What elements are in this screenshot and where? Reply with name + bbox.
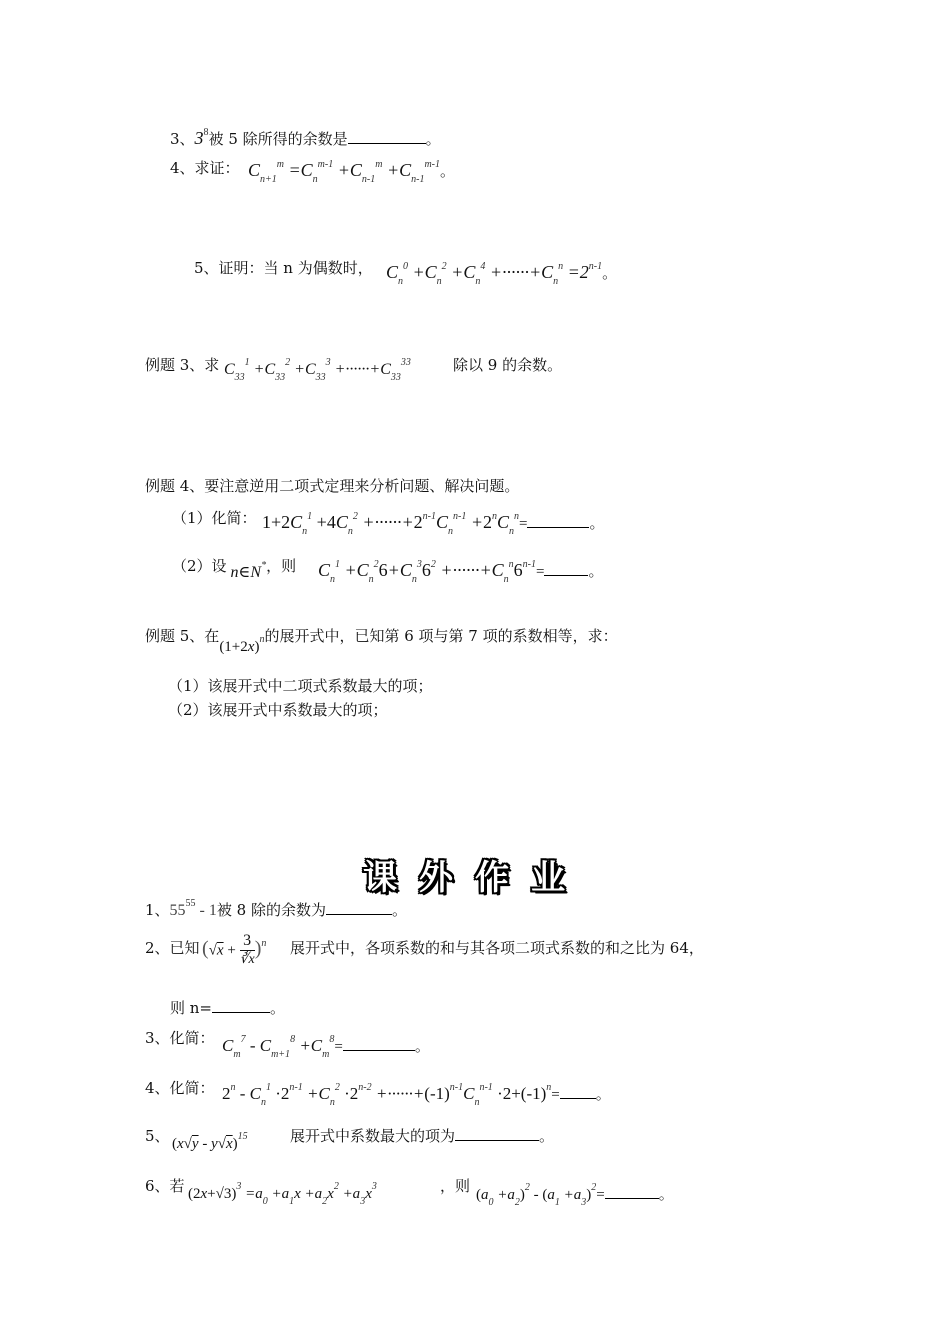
hw2-end: 。 bbox=[270, 999, 286, 1017]
ex4-part2: （2）设 n∈N*，则 bbox=[172, 557, 297, 581]
hw-question-1: 1、$55^{55} - 1$被 8 除的余数为 。 bbox=[145, 898, 407, 919]
ex4-p1-blank bbox=[527, 513, 589, 528]
hw5-blank bbox=[455, 1126, 539, 1141]
hw5-number: 5、 bbox=[145, 1127, 170, 1145]
example-4 bbox=[145, 476, 519, 496]
ex4-part1 bbox=[172, 508, 257, 528]
hw4-blank bbox=[560, 1084, 596, 1099]
q3-exponent: 8 bbox=[203, 127, 209, 138]
hw3-formula: $C_m^7 - C_{m+1}^8 +C_m^8=$ 。 bbox=[222, 1034, 430, 1060]
hw-question-2 bbox=[145, 938, 200, 958]
q3-blank bbox=[348, 129, 426, 144]
hw2-formula: (√x + $\frac{3}{∛x}$ )$^n$ bbox=[202, 932, 267, 967]
ex4-p2-label: （2）设 bbox=[172, 557, 227, 575]
hw5-text: 展开式中系数最大的项为 bbox=[290, 1127, 456, 1145]
ex4-p1-formula: $1+2C_n^1 +4C_n^2 +\cdot\cdot\cdot\cdot\cdot\cdot+2^{n-1}C_n^{n-1} +2^nC_n^n=$ 。 bbox=[262, 511, 605, 537]
q3-end: 。 bbox=[425, 130, 441, 148]
hw6-label: 6、若 bbox=[145, 1177, 185, 1195]
hw5-formula: (x√y - y√x)$^{15}$ bbox=[172, 1131, 248, 1152]
hw1-text: 被 8 除的余数为 bbox=[216, 901, 326, 919]
hw5-tail bbox=[290, 1126, 554, 1146]
question-3 bbox=[170, 128, 441, 152]
hw6-equation: $(2x+√3)^3 =a_0 +a_1x +a_2x^2 +a_3x^3$ bbox=[188, 1181, 377, 1207]
question-4 bbox=[170, 158, 240, 178]
hw6-end: 。 bbox=[658, 1185, 674, 1203]
q5-text: 5、证明：当 n 为偶数时， bbox=[194, 259, 373, 277]
ex4-p1-end: 。 bbox=[589, 514, 605, 532]
ex4-p2-then: ，则 bbox=[266, 557, 297, 575]
hw2-line2 bbox=[170, 998, 285, 1018]
hw3-label: 3、化简： bbox=[145, 1029, 215, 1047]
ex3-formula: $C_{33}^1 +C_{33}^2 +C_{33}^3 +\cdot\cdot\cdot\cdot\cdot\cdot+C_{33}^{33}$ bbox=[224, 357, 411, 383]
q4-end: 。 bbox=[440, 162, 456, 180]
ex4-p2-blank bbox=[544, 561, 588, 576]
example-5: 例题 5、在$(1+2x)^n$的展开式中，已知第 6 项与第 7 项的系数相等，求： bbox=[145, 627, 618, 655]
hw-question-3 bbox=[145, 1028, 215, 1048]
ex5-label: 例题 5、在 bbox=[145, 627, 220, 645]
example-3 bbox=[145, 355, 219, 375]
hw-question-6 bbox=[145, 1176, 185, 1196]
hw5-end: 。 bbox=[539, 1127, 555, 1145]
hw6-blank bbox=[605, 1184, 659, 1199]
ex4-p2-formula: $C_n^1 +C_n^26+C_n^36^2 +\cdot\cdot\cdot\cdot\cdot\cdot+C_n^n6^{n-1}=$ 。 bbox=[318, 559, 604, 585]
ex4-p2-end: 。 bbox=[588, 562, 604, 580]
q4-formula: $C_{n+1}^m =C_n^{m-1} +C_{n-1}^m +C_{n-1}^{m-1}$。 bbox=[248, 159, 456, 185]
q3-text: 被 5 除所得的余数是 bbox=[208, 130, 348, 148]
hw2-tail bbox=[290, 938, 704, 958]
hw1-blank bbox=[326, 900, 392, 915]
hw-question-4 bbox=[145, 1078, 215, 1098]
q5-formula: $C_n^0 +C_n^2 +C_n^4 +\cdot\cdot\cdot\cdot\cdot\cdot+C_n^n =2^{n-1}$。 bbox=[386, 261, 618, 287]
hw4-end: 。 bbox=[595, 1085, 611, 1103]
ex5-sub2 bbox=[168, 700, 388, 720]
ex3-tail bbox=[453, 355, 562, 375]
ex5-sub2-text: （2）该展开式中系数最大的项； bbox=[168, 701, 388, 719]
ex5-sub1-text: （1）该展开式中二项式系数最大的项； bbox=[168, 677, 433, 695]
hw4-label: 4、化简： bbox=[145, 1079, 215, 1097]
hw4-formula: $2^n - C_n^1 \cdot 2^{n-1} +C_n^2 \cdot 2^{n-2} +\cdot\cdot\cdot\cdot\cdot\cdot+(-1)^{n-1}C_n^{n-1} \cdot 2+(-1)^n=$ 。 bbox=[222, 1082, 611, 1108]
homework-title: 课外作业 bbox=[363, 858, 587, 898]
ex5-sub1 bbox=[168, 676, 433, 696]
q4-number: 4、求证： bbox=[170, 159, 240, 177]
hw1-number: 1、 bbox=[145, 901, 170, 919]
q3-base: 3 bbox=[194, 128, 204, 148]
q3-number: 3、 bbox=[170, 130, 195, 148]
hw1-end: 。 bbox=[391, 901, 407, 919]
hw6-then: ，则 bbox=[440, 1177, 471, 1195]
ex4-p1-label: （1）化简： bbox=[172, 509, 257, 527]
ex3-tail-text: 除以 9 的余数。 bbox=[453, 356, 563, 374]
ex3-label: 例题 3、求 bbox=[145, 356, 220, 374]
hw2-number: 2、已知 bbox=[145, 939, 200, 957]
hw6-expression: $(a_0 +a_2)^2 - (a_1 +a_3)^2=$ 。 bbox=[476, 1182, 674, 1208]
hw-question-5 bbox=[145, 1126, 170, 1146]
q5-end: 。 bbox=[602, 264, 618, 282]
hw3-blank bbox=[343, 1036, 415, 1051]
question-5 bbox=[194, 258, 373, 278]
hw6-mid bbox=[440, 1176, 470, 1196]
hw2-then: 则 n= bbox=[170, 999, 212, 1017]
hw2-blank bbox=[212, 998, 270, 1013]
ex5-tail: 的展开式中，已知第 6 项与第 7 项的系数相等，求： bbox=[264, 627, 618, 645]
hw3-end: 。 bbox=[414, 1037, 430, 1055]
hw2-tail-text: 展开式中，各项系数的和与其各项二项式系数的和之比为 64， bbox=[290, 939, 704, 957]
ex4-label: 例题 4、要注意逆用二项式定理来分析问题、解决问题。 bbox=[145, 477, 520, 495]
